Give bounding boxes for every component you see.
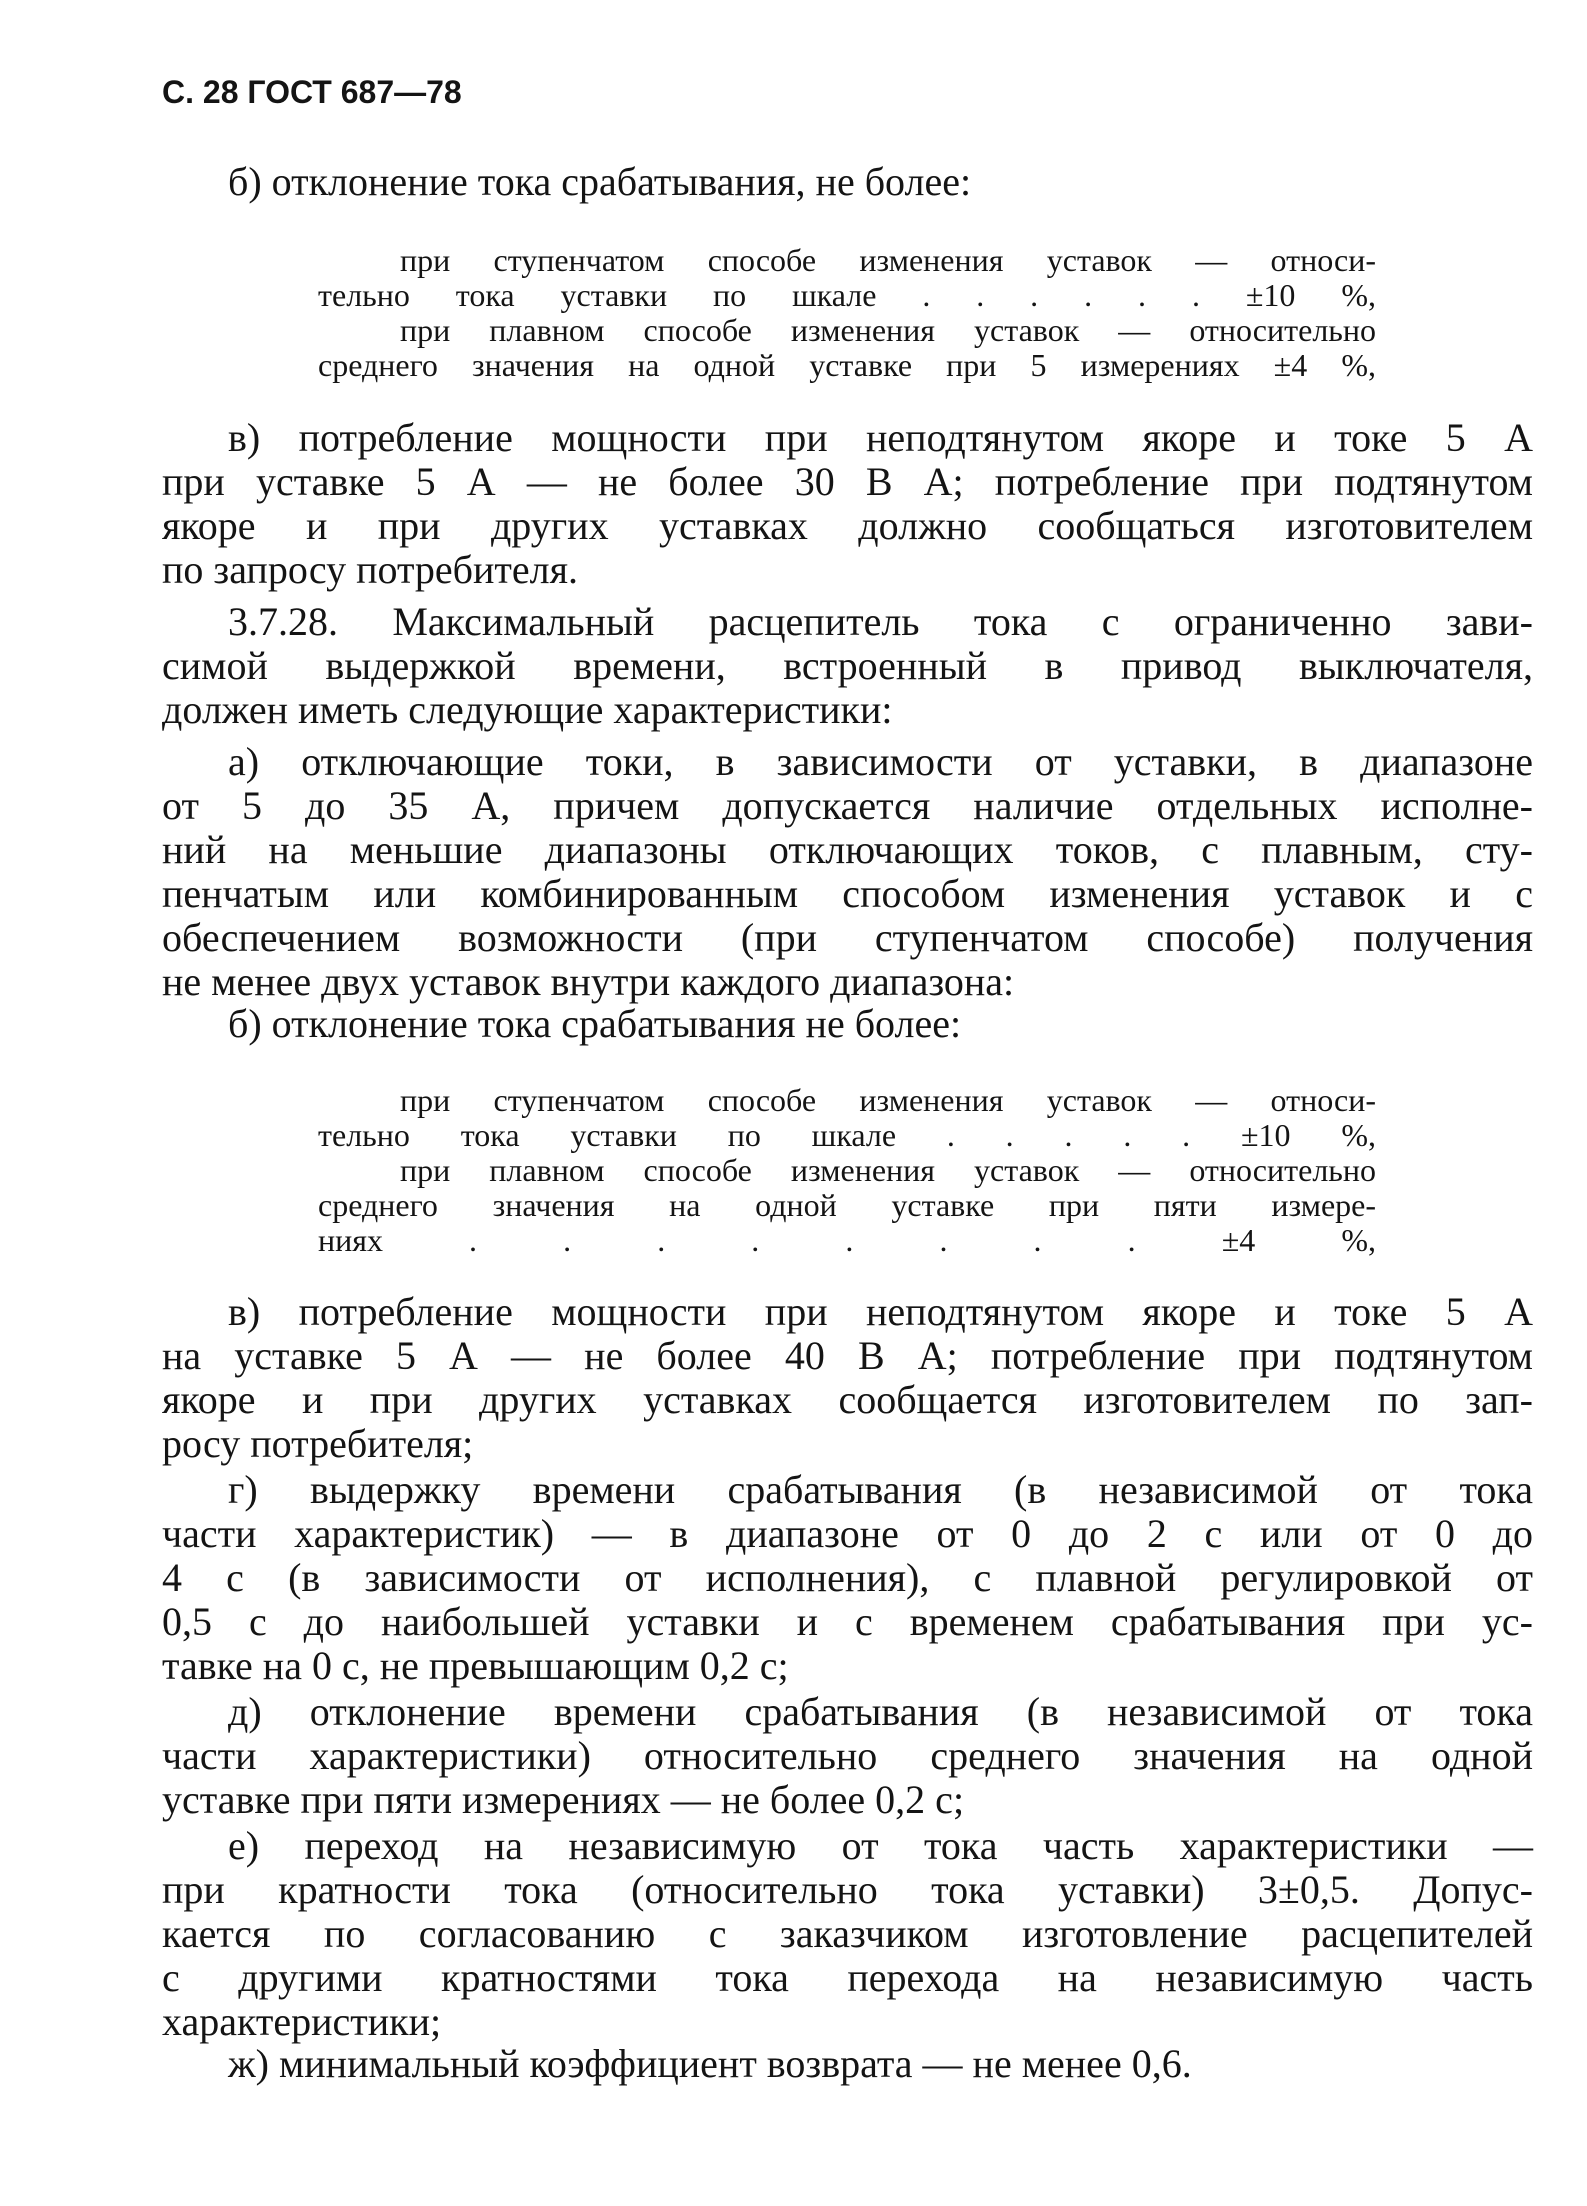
text-line: на уставке 5 А — не более 40 В А; потребление при подтянутом xyxy=(162,1333,1533,1378)
text-line: кается по согласованию с заказчиком изготовление расцепителей xyxy=(162,1911,1533,1956)
text-line: тельно тока уставки по шкале . . . . . . ±10 %, xyxy=(318,277,1376,313)
text-line: ний на меньшие диапазоны отключающих токов, с плавным, сту- xyxy=(162,827,1533,872)
text-line: при кратности тока (относительно тока уставки) 3±0,5. Допус- xyxy=(162,1867,1533,1912)
text-line: 0,5 с до наибольшей уставки и с временем срабатывания при ус- xyxy=(162,1599,1533,1644)
text-line: от 5 до 35 А, причем допускается наличие отдельных исполне- xyxy=(162,783,1533,828)
text-line: при уставке 5 А — не более 30 В А; потребление при подтянутом xyxy=(162,459,1533,504)
text-line: в) потребление мощности при неподтянутом якоре и токе 5 А xyxy=(228,1289,1533,1334)
text-line: г) выдержку времени срабатывания (в независимой от тока xyxy=(228,1467,1533,1512)
text-line: е) переход на независимую от тока часть характеристики — xyxy=(228,1823,1533,1868)
text-line: части характеристики) относительно среднего значения на одной xyxy=(162,1733,1533,1778)
text-line: характеристики; xyxy=(162,1999,442,2044)
text-line: симой выдержкой времени, встроенный в привод выключателя, xyxy=(162,643,1533,688)
text-line: в) потребление мощности при неподтянутом якоре и токе 5 А xyxy=(228,415,1533,460)
text-line: якоре и при других уставках сообщается изготовителем по зап- xyxy=(162,1377,1533,1422)
page-header: С. 28 ГОСТ 687—78 xyxy=(162,74,462,110)
text-line: не менее двух уставок внутри каждого диапазона: xyxy=(162,959,1015,1004)
text-line: с другими кратностями тока перехода на независимую часть xyxy=(162,1955,1533,2000)
text-line: при ступенчатом способе изменения уставок — относи- xyxy=(400,1082,1376,1118)
text-line: по запросу потребителя. xyxy=(162,547,579,592)
text-line: росу потребителя; xyxy=(162,1421,474,1466)
text-line: среднего значения на одной уставке при пяти измере- xyxy=(318,1187,1376,1223)
text-line: якоре и при других уставках должно сообщаться изготовителем xyxy=(162,503,1533,548)
text-line: части характеристик) — в диапазоне от 0 до 2 с или от 0 до xyxy=(162,1511,1533,1556)
text-line: тавке на 0 с, не превышающим 0,2 с; xyxy=(162,1643,789,1688)
text-line: ж) минимальный коэффициент возврата — не менее 0,6. xyxy=(228,2041,1192,2086)
text-line: должен иметь следующие характеристики: xyxy=(162,687,893,732)
text-line: обеспечением возможности (при ступенчатом способе) получения xyxy=(162,915,1533,960)
text-line: при плавном способе изменения уставок — относительно xyxy=(400,312,1376,348)
text-line: а) отключающие токи, в зависимости от уставки, в диапазоне xyxy=(228,739,1533,784)
text-line: 4 с (в зависимости от исполнения), с плавной регулировкой от xyxy=(162,1555,1533,1600)
text-line: уставке при пяти измерениях — не более 0,2 с; xyxy=(162,1777,965,1822)
text-line: б) отклонение тока срабатывания, не более: xyxy=(228,159,972,204)
text-line: ниях . . . . . . . . ±4 %, xyxy=(318,1222,1376,1258)
text-line: тельно тока уставки по шкале . . . . . ±10 %, xyxy=(318,1117,1376,1153)
text-line: при ступенчатом способе изменения уставок — относи- xyxy=(400,242,1376,278)
text-line: д) отклонение времени срабатывания (в независимой от тока xyxy=(228,1689,1533,1734)
text-line: при плавном способе изменения уставок — относительно xyxy=(400,1152,1376,1188)
text-line: б) отклонение тока срабатывания не более: xyxy=(228,1001,962,1046)
text-line: пенчатым или комбинированным способом изменения уставок и с xyxy=(162,871,1533,916)
text-line: 3.7.28. Максимальный расцепитель тока с ограниченно зави- xyxy=(228,599,1533,644)
text-line: среднего значения на одной уставке при 5 измерениях ±4 %, xyxy=(318,347,1376,383)
